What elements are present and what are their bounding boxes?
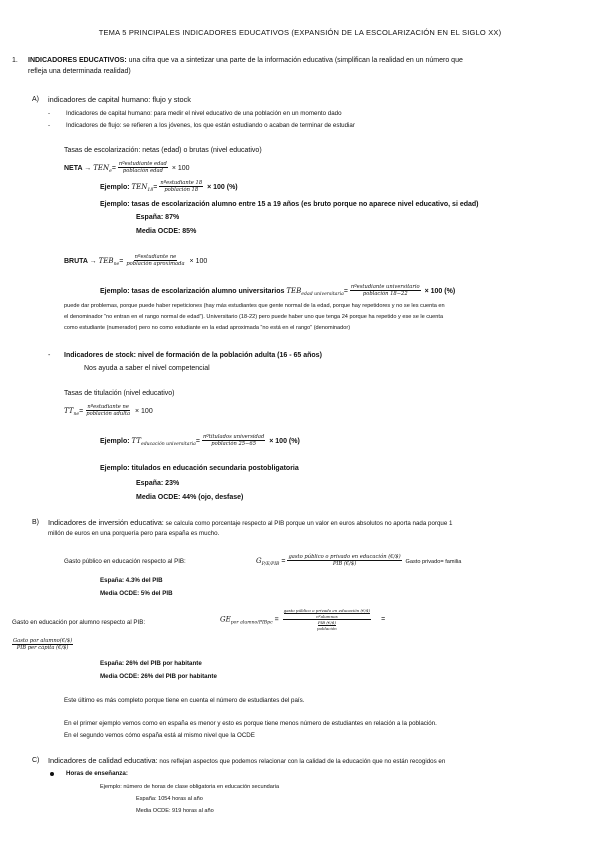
fraction: [118, 161, 168, 175]
fraction: [202, 434, 265, 448]
bruta-label: BRUTA →: [64, 257, 97, 265]
formula-neta: NETA → $TEN_e=$ $\frac{\text{nºestudiante edad}}{\text{población edad}}$ × 100: [64, 161, 190, 175]
dash: -: [48, 352, 51, 359]
inner-numerator: gasto público o privado en educación (€/$): [283, 608, 371, 613]
ten-subscript: 18: [147, 187, 154, 193]
paragraph-line: puede dar problemas, porque puede haber repeticiones (hay más estudiantes que gente normal de la edad, porque hay repetidores y no se les cuenta en: [64, 303, 445, 309]
compound-fraction: [283, 608, 371, 631]
subsection-c-heading: Indicadores de calidad educativa:: [48, 756, 158, 765]
example-spain-value: España: 26% del PIB por habitante: [100, 660, 202, 667]
subsection-b-label: B): [32, 519, 39, 526]
numerator: nºestudiante universitario: [350, 284, 420, 290]
numerator: nºestudiante edad: [118, 161, 167, 167]
teb-symbol: TEB: [98, 256, 114, 265]
ten-symbol: TEN: [93, 163, 110, 172]
inner-denominator: nºalumnos: [316, 614, 338, 619]
ten-subscript: e: [109, 168, 112, 174]
numerator: nºtitulados universidad: [202, 434, 265, 440]
times-100: × 100: [189, 257, 208, 265]
example-ocde-value: Media OCDE: 26% del PIB por habitante: [100, 673, 217, 680]
example-label: Ejemplo: tasas de escolarización alumno universitarios: [100, 287, 285, 295]
formula-bruta: BRUTA → $TEB_{ne}=$ $\frac{\text{nºestudiante ne}}{\text{población aproximada}}$ × 100: [64, 254, 208, 268]
numerator: nºestudiante ne: [134, 254, 177, 260]
numerator: Gasto por alumno(€/$): [13, 638, 73, 644]
denominator: población edad: [122, 168, 163, 175]
numerator: [283, 608, 371, 620]
equals-sign: =: [381, 616, 386, 624]
numerator: gasto público o privado en educación (€/$): [288, 554, 401, 560]
ten-symbol: TEN: [131, 182, 148, 191]
subsection-c-text: nos reflejan aspectos que podemos relacionar con la calidad de la educación que no están recogidos en: [157, 758, 446, 765]
horas-ensenanza: Horas de enseñanza:: [66, 770, 128, 777]
teb-subscript: edad universitaria: [301, 291, 344, 297]
capital-humano-definition: Indicadores de capital humano: para medir el nivel educativo de una población en un momento dado: [66, 110, 342, 117]
formula-example-tt: Ejemplo: $TT_{educación universitaria}=$ $\frac{\text{nºtitulados universidad}}{\text{población 25−65}}$ × 100 (%): [100, 434, 300, 448]
section-1-intro: [28, 56, 463, 65]
subsection-c-intro: [48, 756, 445, 766]
fraction: [125, 254, 185, 268]
times-100-percent: × 100 (%): [269, 437, 300, 445]
example-ocde-value: Media OCDE: 5% del PIB: [100, 590, 173, 597]
gasto-alumno-label: Gasto en educación por alumno respecto al PIB:: [12, 619, 146, 626]
paragraph-line: el denominador “no entran en el rango normal de edad”). Universitario (18-22) pero puede haber uno que tenga 24 porque ha repetido y ese se le cuenta: [64, 314, 444, 320]
fraction: [159, 180, 203, 194]
tt-symbol: TT: [131, 436, 141, 445]
example-spain-value: España: 4.3% del PIB: [100, 577, 163, 584]
bullet-icon: [50, 772, 54, 776]
teb-subscript: ne: [113, 261, 120, 267]
denominator: PIB per cápita (€/$): [16, 645, 69, 652]
stock-note: Nos ayuda a saber el nivel competencial: [84, 365, 210, 372]
tt-symbol: TT: [64, 406, 74, 415]
fraction: [85, 404, 131, 418]
example-spain-value: España: 1054 horas al año: [136, 796, 203, 802]
formula-gasto-pib: $G_{P/E/PIB}$ = $\frac{\text{gasto público o privado en educación (€/\$)}}{\text{PIB (€/\$)}}$ Gasto privado= familia: [256, 554, 462, 568]
g-subscript: P/E/PIB: [261, 561, 280, 567]
bullet-item: [50, 771, 54, 779]
denominator: población adulta: [86, 411, 131, 418]
gasto-privado-note: Gasto privado= familia: [405, 558, 462, 565]
denominator: población 18: [164, 187, 199, 194]
paragraph-line: como estudiante (numerador) pero no como estudiante en la edad aproximada “no está en el rango” (denominador): [64, 325, 351, 331]
note-line: En el segundo vemos cómo españa está al mismo nivel que la OCDE: [64, 732, 255, 739]
tasas-titulacion: Tasas de titulación (nivel educativo): [64, 390, 175, 397]
example-label: Ejemplo:: [100, 183, 130, 191]
neta-label: NETA →: [64, 164, 92, 172]
gasto-publico-label: Gasto público en educación respecto al PIB:: [64, 558, 186, 565]
formula-titulacion: $TT_{ne}=$ $\frac{\text{nºestudiante ne}}{\text{población adulta}}$ × 100: [64, 404, 153, 418]
example-horas: Ejemplo: número de horas de clase obligatoria en educación secundaria: [100, 784, 280, 790]
inner-numerator: PIB (€/$): [317, 620, 336, 625]
example-ocde-value: Media OCDE: 44% (ojo, desfase): [136, 494, 244, 501]
section-1-text: una cifra que va a sintetizar una parte de la información educativa (simplifican la realidad en un número que: [126, 57, 463, 64]
section-number: 1.: [12, 57, 18, 64]
numerator: nºestudiante ne: [87, 404, 129, 410]
subsection-b-text: se calcula como porcentaje respecto al PIB porque un valor en euros absolutos no aporta nada porque 1: [163, 520, 453, 527]
fraction: [287, 554, 401, 568]
denominator: población 25−65: [211, 441, 256, 448]
example-secundaria: Ejemplo: titulados en educación secundaria postobligatoria: [100, 465, 299, 472]
formula-example-universitario: Ejemplo: tasas de escolarización alumno universitarios $TEB_{edad universitaria}=$ $\frac{\text{nºestudiante universitario}}{\text{población 18−22}}$ × 100 (%): [100, 284, 456, 298]
page-title: TEMA 5 PRINCIPALES INDICADORES EDUCATIVOS (EXPANSIÓN DE LA ESCOLARIZACIÓN EN EL SIGLO XX): [98, 28, 502, 37]
section-1-text-cont: refleja una determinada realidad): [28, 68, 131, 75]
tasas-escolarizacion: Tasas de escolarización: netas (edad) o brutas (nivel educativo): [64, 147, 262, 154]
teb-symbol: TEB: [286, 286, 302, 295]
numerator: nºestudiante 18: [160, 180, 203, 186]
denominator: población 18−22: [362, 291, 408, 298]
example-ocde-value: Media OCDE: 85%: [136, 228, 197, 235]
times-100-percent: × 100 (%): [207, 183, 238, 191]
subsection-b-heading: Indicadores de inversión educativa:: [48, 518, 164, 527]
subsection-b-text-cont: millón de euros en una porquería pero para españa es mucho.: [48, 530, 220, 537]
ge-symbol: GE: [220, 615, 231, 624]
denominator: PIB (€/$): [332, 561, 357, 568]
g-symbol: G: [256, 556, 262, 565]
fraction: [350, 284, 421, 298]
section-1-heading: INDICADORES EDUCATIVOS:: [28, 57, 127, 64]
fraction: [12, 638, 73, 652]
denominator: [316, 620, 338, 631]
flujo-definition: Indicadores de flujo: se refieren a los jóvenes, los que están estudiando o acaban de terminar de estudiar: [66, 122, 355, 129]
example-15-19: Ejemplo: tasas de escolarización alumno entre 15 a 19 años (es bruto porque no aparece nivel educativo, si edad): [100, 201, 479, 208]
formula-gasto-ratio: [12, 638, 75, 652]
inner-denominator: población: [317, 626, 337, 631]
example-spain-value: España: 23%: [136, 480, 180, 487]
subsection-a-heading: indicadores de capital humano: flujo y stock: [48, 95, 191, 104]
times-100: × 100: [171, 164, 190, 172]
note-line: Este último es más completo porque tiene en cuenta el número de estudiantes del país.: [64, 697, 305, 704]
stock-definition: Indicadores de stock: nivel de formación de la población adulta (16 - 65 años): [64, 352, 322, 359]
note-line: En el primer ejemplo vemos como en españa es menor y esto es porque tiene menos número de estudiantes en relación a la población.: [64, 720, 437, 727]
example-ocde-value: Media OCDE: 919 horas al año: [136, 808, 214, 814]
tt-subscript: educación universitaria: [140, 441, 196, 447]
subsection-c-label: C): [32, 757, 40, 764]
dash: -: [48, 122, 51, 129]
formula-gasto-alumno: $GE_{por alumno/PIBpc}$ = gasto público o privado en educación (€/$) nºalumnos PIB (€/$) población =: [220, 608, 386, 631]
subsection-a-label: A): [32, 96, 39, 103]
times-100: × 100: [135, 407, 153, 415]
subsection-b-intro: [48, 518, 452, 528]
dash: -: [48, 110, 51, 117]
tt-subscript: ne: [73, 411, 80, 417]
times-100-percent: × 100 (%): [424, 287, 456, 295]
denominator: población aproximada: [126, 261, 185, 268]
formula-example-ten18: Ejemplo: $TEN_{18}=$ $\frac{\text{nºestudiante 18}}{\text{población 18}}$ × 100 (%): [100, 180, 238, 194]
example-spain-value: España: 87%: [136, 214, 180, 221]
ge-subscript: por alumno/PIBpc: [230, 620, 273, 626]
example-label: Ejemplo:: [100, 437, 130, 445]
